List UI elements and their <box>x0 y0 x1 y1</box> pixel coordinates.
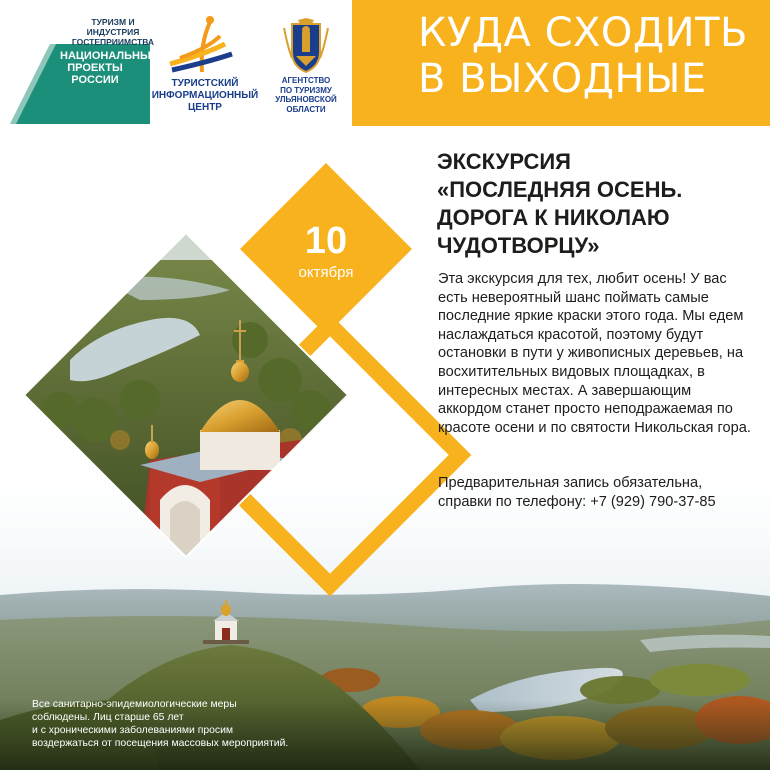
coat-of-arms-icon <box>266 18 346 74</box>
tourist-center-emblem <box>150 14 260 76</box>
safety-notice: Все санитарно-эпидемиологические меры соблюдены. Лиц старше 65 лет и с хроническими заболеваниями просим воздержаться от посещения массовых мероприятий. <box>32 699 289 749</box>
tourist-center-name: ТУРИСТСКИЙ ИНФОРМАЦИОННЫЙ ЦЕНТР <box>151 78 259 113</box>
national-projects-title: НАЦИОНАЛЬНЫЕ ПРОЕКТЫ РОССИИ <box>60 50 159 86</box>
event-date-day: 10 <box>304 220 348 262</box>
tourism-agency-name: АГЕНТСТВО ПО ТУРИЗМУ УЛЬЯНОВСКОЙ ОБЛАСТИ <box>275 76 337 114</box>
booking-info: Предварительная запись обязательна, справки по телефону: +7 (929) 790-37-85 <box>438 475 716 510</box>
event-title: ЭКСКУРСИЯ «ПОСЛЕДНЯЯ ОСЕНЬ. ДОРОГА К НИКОЛАЮ ЧУДОТВОРЦУ» <box>437 149 683 258</box>
tourist-center-logo <box>150 14 260 124</box>
event-date-month: октября <box>298 264 354 281</box>
tourism-agency-logo <box>266 18 346 128</box>
header-banner <box>352 0 770 126</box>
event-description: Эта экскурсия для тех, любит осень! У вас есть невероятный шанс поймать самые последние яркие краски этого года. Мы едем наслаждаться красотой, поэтому будут остановки в пути у живописных деревьев, на восхитительных видовых площадках, в интересных местах. А завершающим аккордом станет просто неподражаемая по красоте осени и по святости Никольская гора. <box>438 271 751 436</box>
national-projects-logo <box>10 10 160 120</box>
page-title: КУДА СХОДИТЬ В ВЫХОДНЫЕ <box>418 10 748 102</box>
national-projects-subtitle: ТУРИЗМ И ИНДУСТРИЯ ГОСТЕПРИИМСТВА <box>71 17 155 47</box>
